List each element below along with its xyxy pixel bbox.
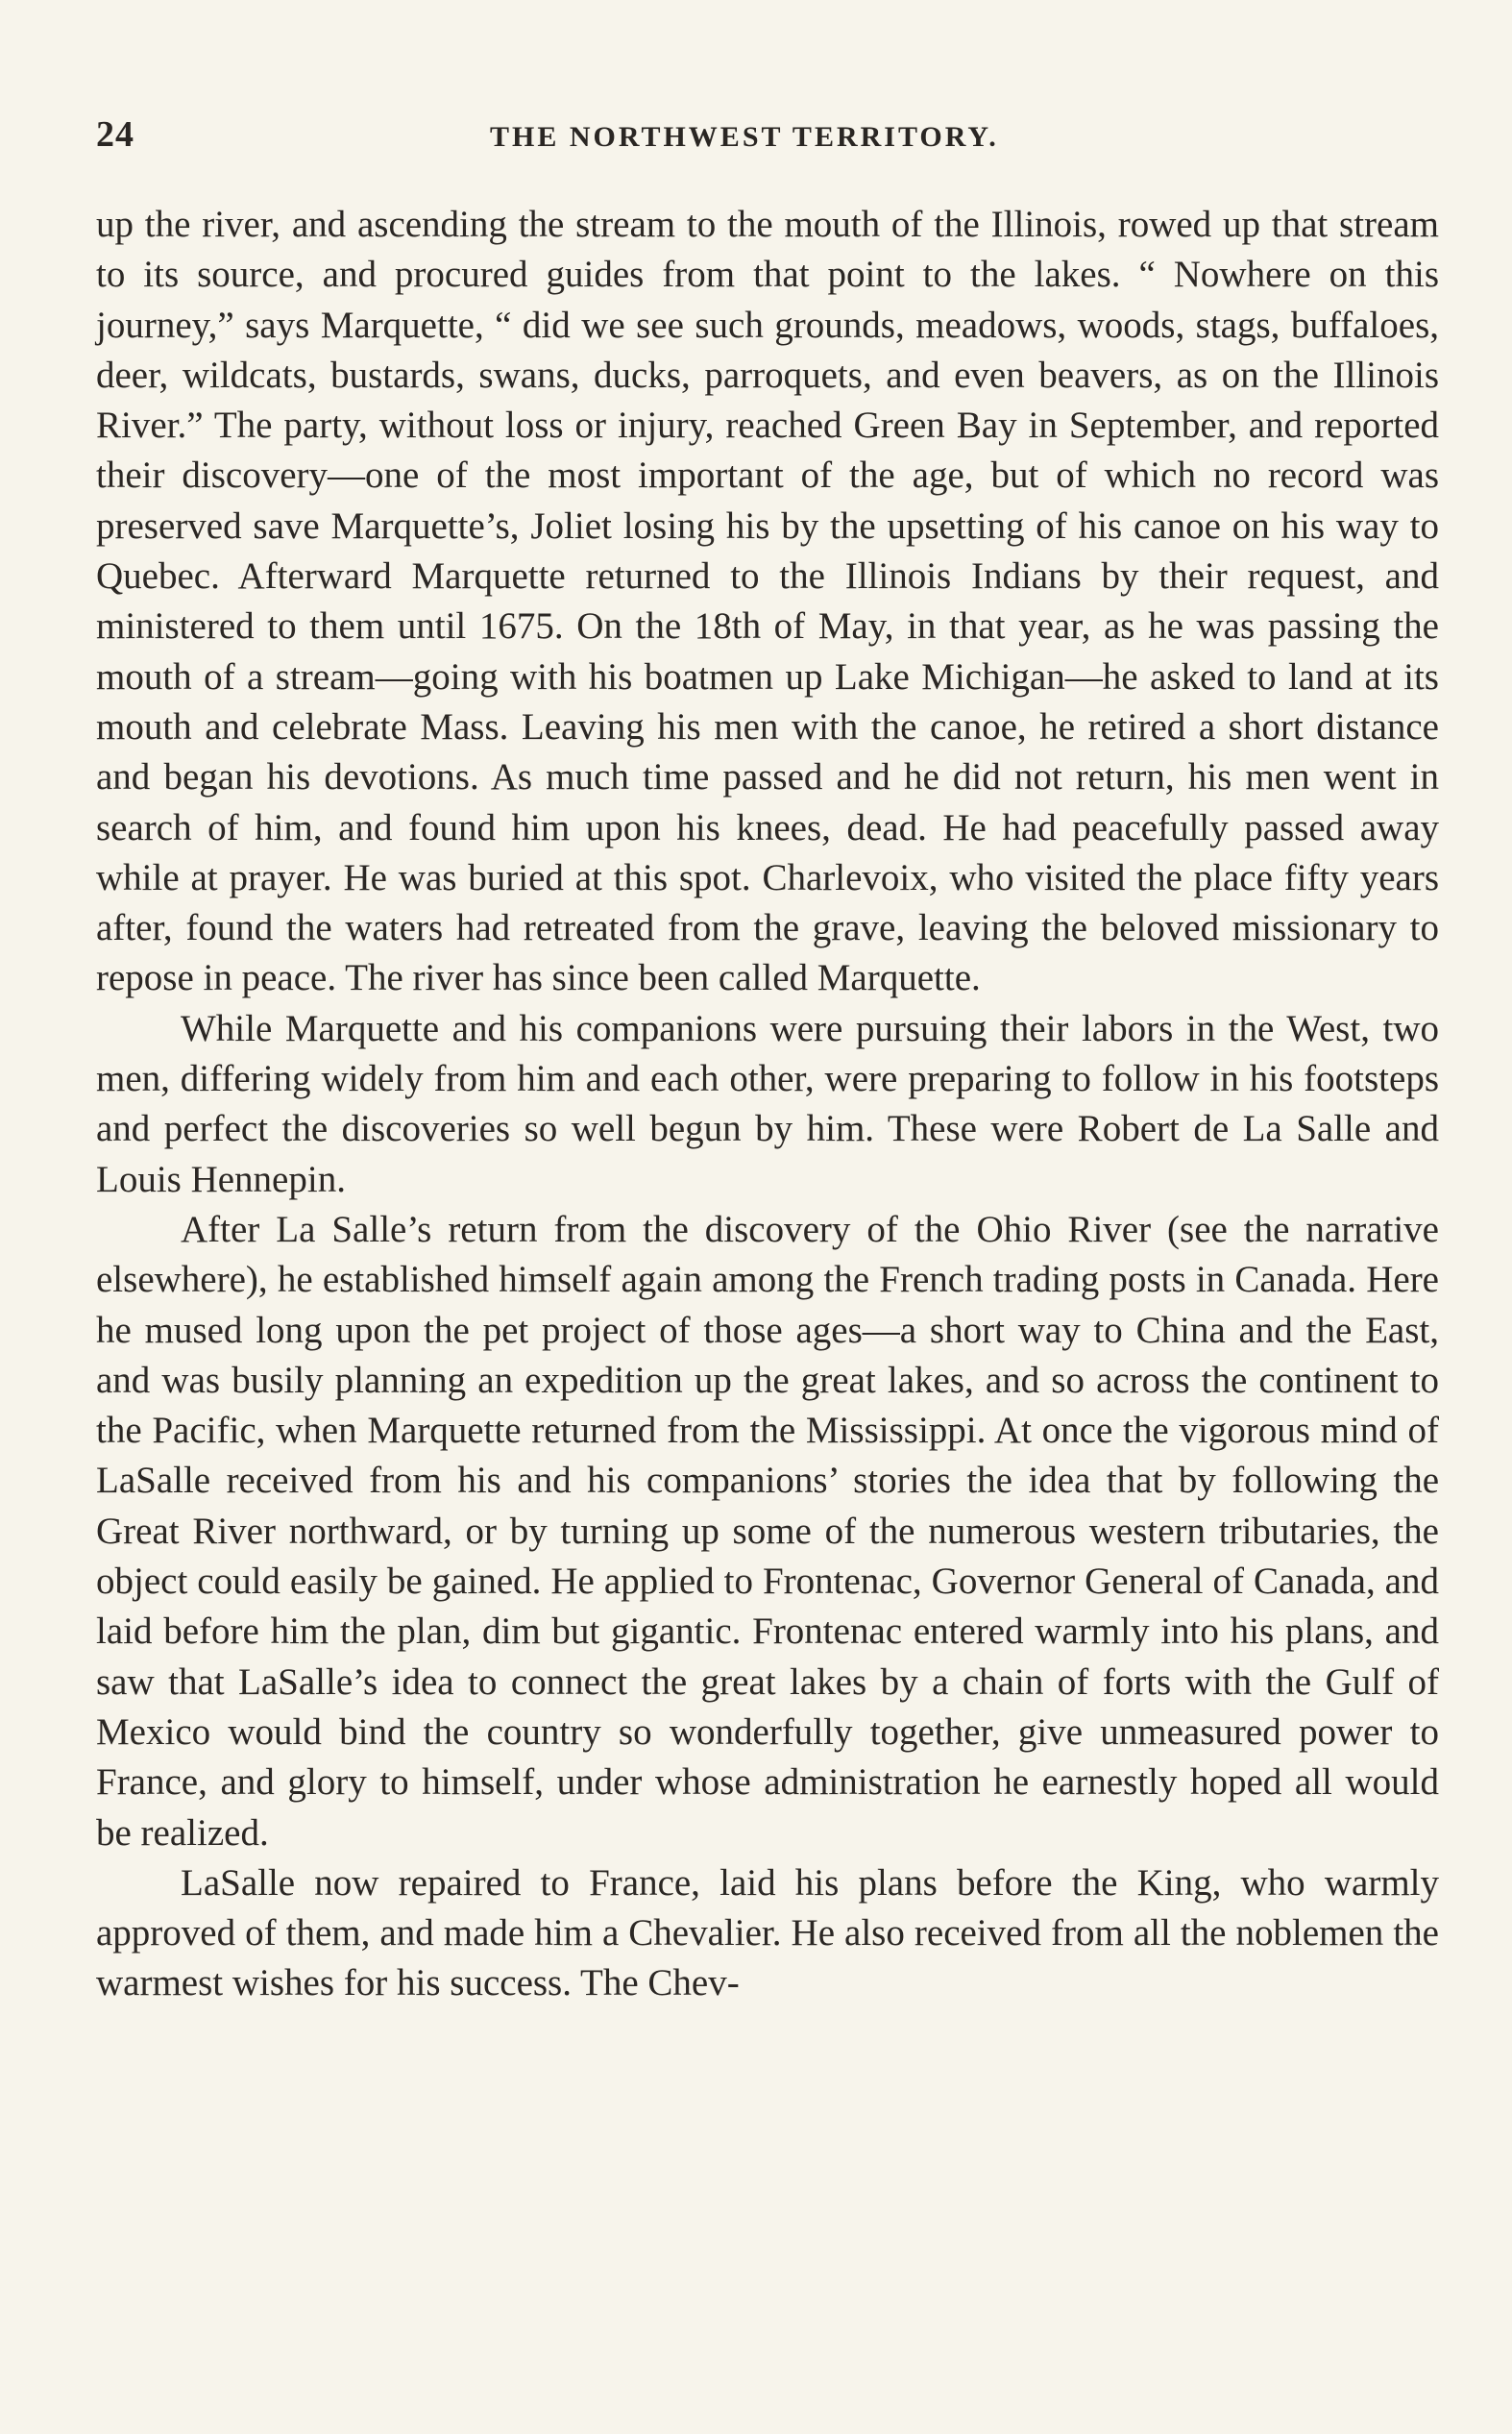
paragraph-marquette-journey: up the river, and ascending the stream to the mouth of the Illinois, rowed up that stream to its source, and procured guides from that point to the lakes. “ Nowhere on this journey,” says Marquette, “ did we see such grounds, meadows, woods, stags, buffaloes, deer, wildcats, bustards, swans, ducks, parroquets, and even beavers, as on the Illinois River.” The party, without loss or injury, reached Green Bay in September, and reported their discovery—one of the most important of the age, but of which no record was preserved save Marquette’s, Joliet losing his by the upsetting of his canoe on his way to Quebec. Afterward Marquette returned to the Illinois Indians by their request, and ministered to them until 1675. On the 18th of May, in that year, as he was passing the mouth of a stream—going with his boatmen up Lake Michigan—he asked to land at its mouth and celebrate Mass. Leaving his men with the canoe, he retired a short distance and began his devotions. As much time passed and he did not return, his men went in search of him, and found him upon his knees, dead. He had peacefully passed away while at prayer. He was buried at this spot. Charlevoix, who visited the place fifty years after, found the waters had retreated from the grave, leaving the beloved missionary to repose in peace. The river has since been called Marquette. — [96, 204, 1439, 999]
paragraph-lasalle-project: After La Salle’s return from the discovery of the Ohio River (see the narrative elsewhere), he established himself again among the French trading posts in Canada. Here he mused long upon the pet project of those ages—a short way to China and the East, and was busily planning an expedition up the great lakes, and so across the continent to the Pacific, when Marquette returned from the Mississippi. At once the vigorous mind of LaSalle received from his and his companions’ stories the idea that by following the Great River northward, or by turning up some of the numerous western tributaries, the object could easily be gained. He applied to Frontenac, Governor General of Canada, and laid before him the plan, dim but gigantic. Frontenac entered warmly into his plans, and saw that LaSalle’s idea to connect the great lakes by a chain of forts with the Gulf of Mexico would bind the country so wonderfully together, give unmeasured power to France, and glory to himself, under whose administration he earnestly hoped all would be realized. — [96, 1208, 1439, 1854]
page-number: 24 — [96, 114, 134, 155]
paragraph-lasalle-france: LaSalle now repaired to France, laid his plans before the King, who warmly approved of them, and made him a Chevalier. He also received from all the noblemen the warmest wishes for his success. The Chev- — [96, 1861, 1439, 2004]
page-header — [96, 113, 1441, 171]
running-head: THE NORTHWEST TERRITORY. — [490, 121, 999, 153]
paragraph-lasalle-hennepin: While Marquette and his companions were pursuing their labors in the West, two men, differing widely from him and each other, were preparing to follow in his footsteps and perfect the discoveries so well begun by him. These were Robert de La Salle and Louis Hennepin. — [96, 1007, 1439, 1200]
body-text — [96, 200, 1439, 2009]
